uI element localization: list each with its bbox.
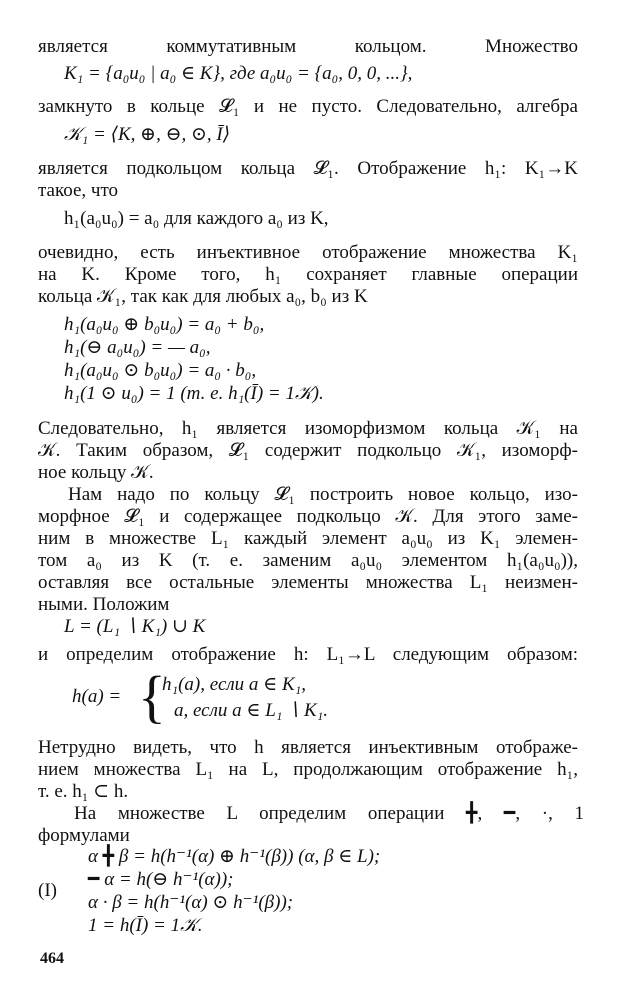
text-line: формулами (38, 825, 130, 846)
text-line: том a₀ из K (т. е. заменим a₀u₀ элементом h₁(a₀u₀)), (38, 550, 578, 571)
case-2: a, если a ∈ L₁ ∖ K₁. (174, 700, 329, 721)
formula-op-4: h₁(1 ⊙ u₀) = 1 (т. е. h₁(Ī) = 1𝒦). (64, 383, 324, 404)
formula-I-1: α ╋ β = h(h⁻¹(α) ⊕ h⁻¹(β)) (α, β ∈ L); (88, 846, 381, 867)
formula-algebra: 𝒦₁ = ⟨K, ⊕, ⊖, ⊙, Ī⟩ (64, 124, 231, 145)
text-line: очевидно, есть инъективное отображение множества K₁ (38, 242, 578, 263)
case-1: h₁(a), если a ∈ K₁, (162, 674, 307, 695)
text-line: является коммутативным кольцом. Множество (38, 36, 578, 57)
text-line: замкнуто в кольце 𝓛₁ и не пусто. Следовательно, алгебра (38, 96, 578, 117)
text-line: и определим отображение h: L₁→L следующим образом: (38, 644, 578, 665)
text-line: ное кольцу 𝒦. (38, 462, 154, 483)
paragraph-start: На множестве L определим операции ╋, ━, ·, 1 (74, 803, 584, 824)
formula-op-3: h₁(a₀u₀ ⊙ b₀u₀) = a₀ · b₀, (64, 360, 257, 381)
text-line: на K. Кроме того, h₁ сохраняет главные операции (38, 264, 578, 285)
paragraph-start: Нам надо по кольцу 𝓛₁ построить новое кольцо, изо- (68, 484, 578, 505)
text-line: нием множества L₁ на L, продолжающим отображение h₁, (38, 759, 578, 780)
formula-op-2: h₁(⊖ a₀u₀) = — a₀, (64, 337, 211, 358)
formula-I-4: 1 = h(Ī) = 1𝒦. (88, 915, 203, 936)
formula-I-3: α · β = h(h⁻¹(α) ⊙ h⁻¹(β)); (88, 892, 294, 913)
formula-L: L = (L₁ ∖ K₁) ∪ K (64, 616, 206, 637)
text-line: кольца 𝒦₁, так как для любых a₀, b₀ из K (38, 286, 368, 307)
text-line: т. е. h₁ ⊂ h. (38, 781, 129, 802)
formula-h1: h₁(a₀u₀) = a₀ для каждого a₀ из K, (64, 208, 329, 229)
formula-K1: K₁ = {a₀u₀ | a₀ ∈ K}, где a₀u₀ = {a₀, 0, 0, ...}, (64, 63, 413, 84)
text-line: ными. Положим (38, 594, 170, 615)
left-brace: { (138, 664, 166, 729)
page-number: 464 (40, 950, 64, 967)
text-line: Нетрудно видеть, что h является инъективным отображе- (38, 737, 578, 758)
formula-op-1: h₁(a₀u₀ ⊕ b₀u₀) = a₀ + b₀, (64, 314, 265, 335)
text-line: оставляя все остальные элементы множества L₁ неизмен- (38, 572, 578, 593)
text-line: 𝒦. Таким образом, 𝓛₁ содержит подкольцо 𝒦₁, изоморф- (38, 440, 578, 461)
formula-I-2: ━ α = h(⊖ h⁻¹(α)); (88, 869, 234, 890)
formula-label: (I) (38, 880, 57, 901)
text-line: является подкольцом кольца 𝓛₁. Отображение h₁: K₁→K (38, 158, 578, 179)
text-line: Следовательно, h₁ является изоморфизмом кольца 𝒦₁ на (38, 418, 578, 439)
text-line: ним в множестве L₁ каждый элемент a₀u₀ из K₁ элемен- (38, 528, 578, 549)
text-line: морфное 𝓛₁ и содержащее подкольцо 𝒦. Для этого заме- (38, 506, 578, 527)
text-line: такое, что (38, 180, 119, 201)
formula-h-def: h(a) = (72, 686, 122, 707)
